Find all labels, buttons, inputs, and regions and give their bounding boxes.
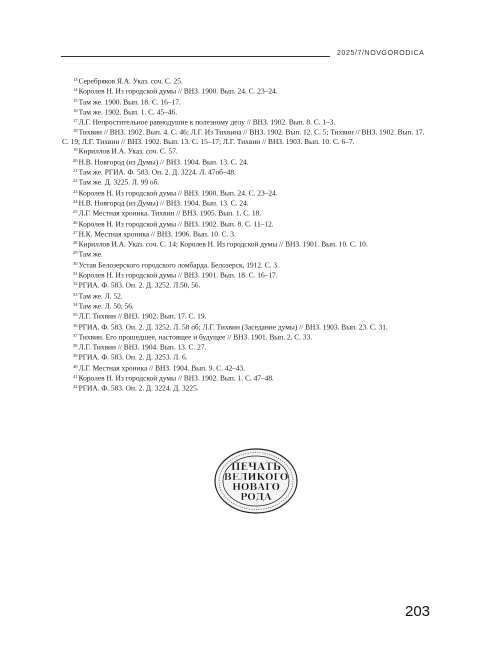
footnote	[62, 86, 426, 96]
footnote-number: 32	[73, 281, 78, 287]
footnote	[62, 188, 426, 198]
footnote	[62, 198, 426, 208]
footnote	[62, 107, 426, 117]
seal-line-1: ПЕЧАТЬ	[230, 462, 282, 473]
footnote-number: 20	[73, 157, 78, 163]
footnote-text: Кириллов И.А. Указ. соч. С. 14; Королев Н. Из городской думы // ВНЗ. 1901. Вып. 10. С. 10.	[78, 239, 368, 249]
footnote-number: 28	[73, 240, 78, 246]
footnote-text: Н.В. Новгород (из Думы) // ВНЗ. 1904. Вып. 13. С. 24.	[78, 157, 249, 167]
footnote	[62, 352, 426, 362]
footnote-number: 27	[73, 229, 78, 235]
footnote-text: Там же. Л. 50, 56.	[78, 301, 134, 311]
footnote	[62, 146, 426, 156]
footnote	[62, 208, 426, 218]
footnote	[62, 157, 426, 167]
footnote-number: 40	[73, 363, 78, 369]
footnote-text: Там же. 1902. Вып. 1. С. 45–46.	[78, 107, 178, 117]
footnote-text: РГИА. Ф. 583. Оп. 2. Д. 3252. Л. 58 об; Л.Г. Тихвин (Заседание думы) // ВНЗ. 1903. Вып. 23. С. 31.	[78, 322, 388, 332]
footnote-text: Н.К. Местная хроника // ВНЗ. 1906. Вып. 10. С. 3.	[78, 229, 236, 239]
footnote-text: Н.В. Новгород (из Думы) // ВНЗ. 1904. Вып. 13. С. 24.	[78, 198, 249, 208]
footnote-number: 38	[73, 343, 78, 349]
footnote-text: Л.Г. Местная хроника // ВНЗ. 1904. Вып. 9. С. 42–43.	[78, 363, 246, 373]
footnote	[62, 117, 426, 127]
footnote-number: 15	[73, 97, 78, 103]
footnote	[62, 167, 426, 177]
footnote-number: 42	[73, 384, 78, 390]
footnote-number: 31	[73, 271, 78, 277]
footnote-text: Серебряков Я.А. Указ. соч. С. 25.	[78, 76, 183, 86]
footnote-number: 16	[73, 107, 78, 113]
footnote-text: РГИА. Ф. 583. Оп. 2. Д. 3252. Л.50, 56.	[78, 280, 201, 290]
footnote-text: Кириллов И.А. Указ. соч. С. 57.	[78, 147, 178, 157]
footnote	[62, 332, 426, 342]
footnote	[62, 291, 426, 301]
footnote	[62, 219, 426, 229]
seal-line-3: НОВАГО	[232, 482, 280, 493]
footnote-number: 34	[73, 301, 78, 307]
footnote	[62, 373, 426, 383]
footnote-text: Л.Г. Непростительное равнодушие к полезному делу // ВНЗ. 1902. Вып. 8. С. 1–3.	[78, 117, 336, 127]
footnote-number: 21	[73, 168, 78, 174]
footnote-text: Королев Н. Из городской думы // ВНЗ. 1902. Вып. 8. С. 11–12.	[78, 219, 274, 229]
footnote-number: 37	[73, 332, 78, 338]
footnote	[62, 127, 426, 146]
footnote-text: Королев Н. Из городской думы // ВНЗ. 1901. Вып. 18. С. 16–17.	[78, 270, 278, 280]
footnote-text: РГИА. Ф. 583. Оп. 2. Д. 3253. Л. 6.	[78, 353, 188, 363]
footnote	[62, 311, 426, 321]
footnote-text: Л.Г. Тихвин // ВНЗ. 1902. Вып. 17. С. 19.	[78, 311, 207, 321]
footnote-number: 26	[73, 219, 78, 225]
footnote-text: Королев Н. Из городской думы // ВНЗ. 1902. Вып. 1. С. 47–48.	[78, 373, 274, 383]
footnote-number: 33	[73, 291, 78, 297]
footnotes-list	[62, 76, 426, 394]
footnote	[62, 322, 426, 332]
footnote-text: РГИА. Ф. 583. Оп. 2. Д. 3224. Д. 3225.	[78, 383, 199, 393]
footnote-text: Тихвин. Его прошедшее, настоящее и будущее // ВНЗ. 1901. Вып. 2. С. 33.	[78, 332, 313, 342]
footnote	[62, 342, 426, 352]
footnote-text: Там же.	[78, 250, 103, 260]
footnote-text: Там же. Л. 52.	[78, 291, 123, 301]
footnote	[62, 177, 426, 187]
footnote	[62, 280, 426, 290]
footnote-number: 30	[73, 260, 78, 266]
footnote-number: 24	[73, 198, 78, 204]
footnote-text: Тихвин // ВНЗ. 1902. Вып. 4. С. 46; Л.Г. Из Тихвина // ВНЗ. 1902. Вып. 12. С. 5; Тихвин // ВНЗ. 1902. Вып. 17. С. 19; Л.Г. Тихвин // ВНЗ. 1902. Вып. 13. С. 15–17; Л.Г. Тихвин // ВНЗ. 1903. Вып. 10. С. 6–7.	[62, 128, 425, 146]
footnote-number: 13	[73, 77, 78, 82]
footnote-number: 25	[73, 209, 78, 215]
footnote-number: 41	[73, 374, 78, 380]
header-rule	[61, 56, 330, 57]
footnote-text: Устав Белозерского городского ломбарда. Белозерск, 1912. С. 3.	[78, 260, 279, 270]
footnote	[62, 383, 426, 393]
footnote-text: Там же. 1900. Вып. 18. С. 16–17.	[78, 97, 181, 107]
footnote-number: 22	[73, 178, 78, 184]
footnote	[62, 229, 426, 239]
footnote	[62, 249, 426, 259]
footnote-number: 39	[73, 353, 78, 359]
seal-line-4: РОДА	[240, 492, 272, 503]
footnote-text: Королев Н. Из городской думы // ВНЗ. 1900. Вып. 24. С. 23–24.	[78, 188, 278, 198]
footnote	[62, 270, 426, 280]
footnote	[62, 260, 426, 270]
seal-line-2: ВЕЛИКОГО	[223, 472, 289, 483]
footnote-number: 17	[73, 118, 78, 124]
footnote	[62, 97, 426, 107]
footnote	[62, 239, 426, 249]
footnote-number: 29	[73, 250, 78, 256]
footnote-text: Королев Н. Из городской думы // ВНЗ. 1900. Вып. 24. С. 23–24.	[78, 86, 278, 96]
footnote-text: Там же. РГИА. Ф. 583. Оп. 2. Д. 3224. Л. 47об–48.	[78, 167, 236, 177]
footnote-text: Там же. Д. 3225. Л. 99 об.	[78, 177, 160, 187]
footnote-number: 23	[73, 188, 78, 194]
footnote-number: 18	[73, 128, 78, 134]
page-number: 203	[405, 603, 431, 620]
footnote-number: 19	[73, 147, 78, 153]
footnote-text: Л.Г. Тихвин // ВНЗ. 1904. Вып. 13. С. 27.	[78, 342, 207, 352]
wax-seal-icon	[211, 445, 301, 517]
footnote-number: 14	[73, 87, 78, 93]
footnote-number: 36	[73, 322, 78, 328]
footnote-text: Л.Г. Местная хроника. Тихвин // ВНЗ. 1905. Вып. 1. С. 18.	[78, 208, 262, 218]
running-header: 2025/7/NOVGORODICA	[337, 50, 425, 57]
footnote	[62, 363, 426, 373]
footnote	[62, 76, 426, 86]
footnote-number: 35	[73, 312, 78, 318]
footnote	[62, 301, 426, 311]
